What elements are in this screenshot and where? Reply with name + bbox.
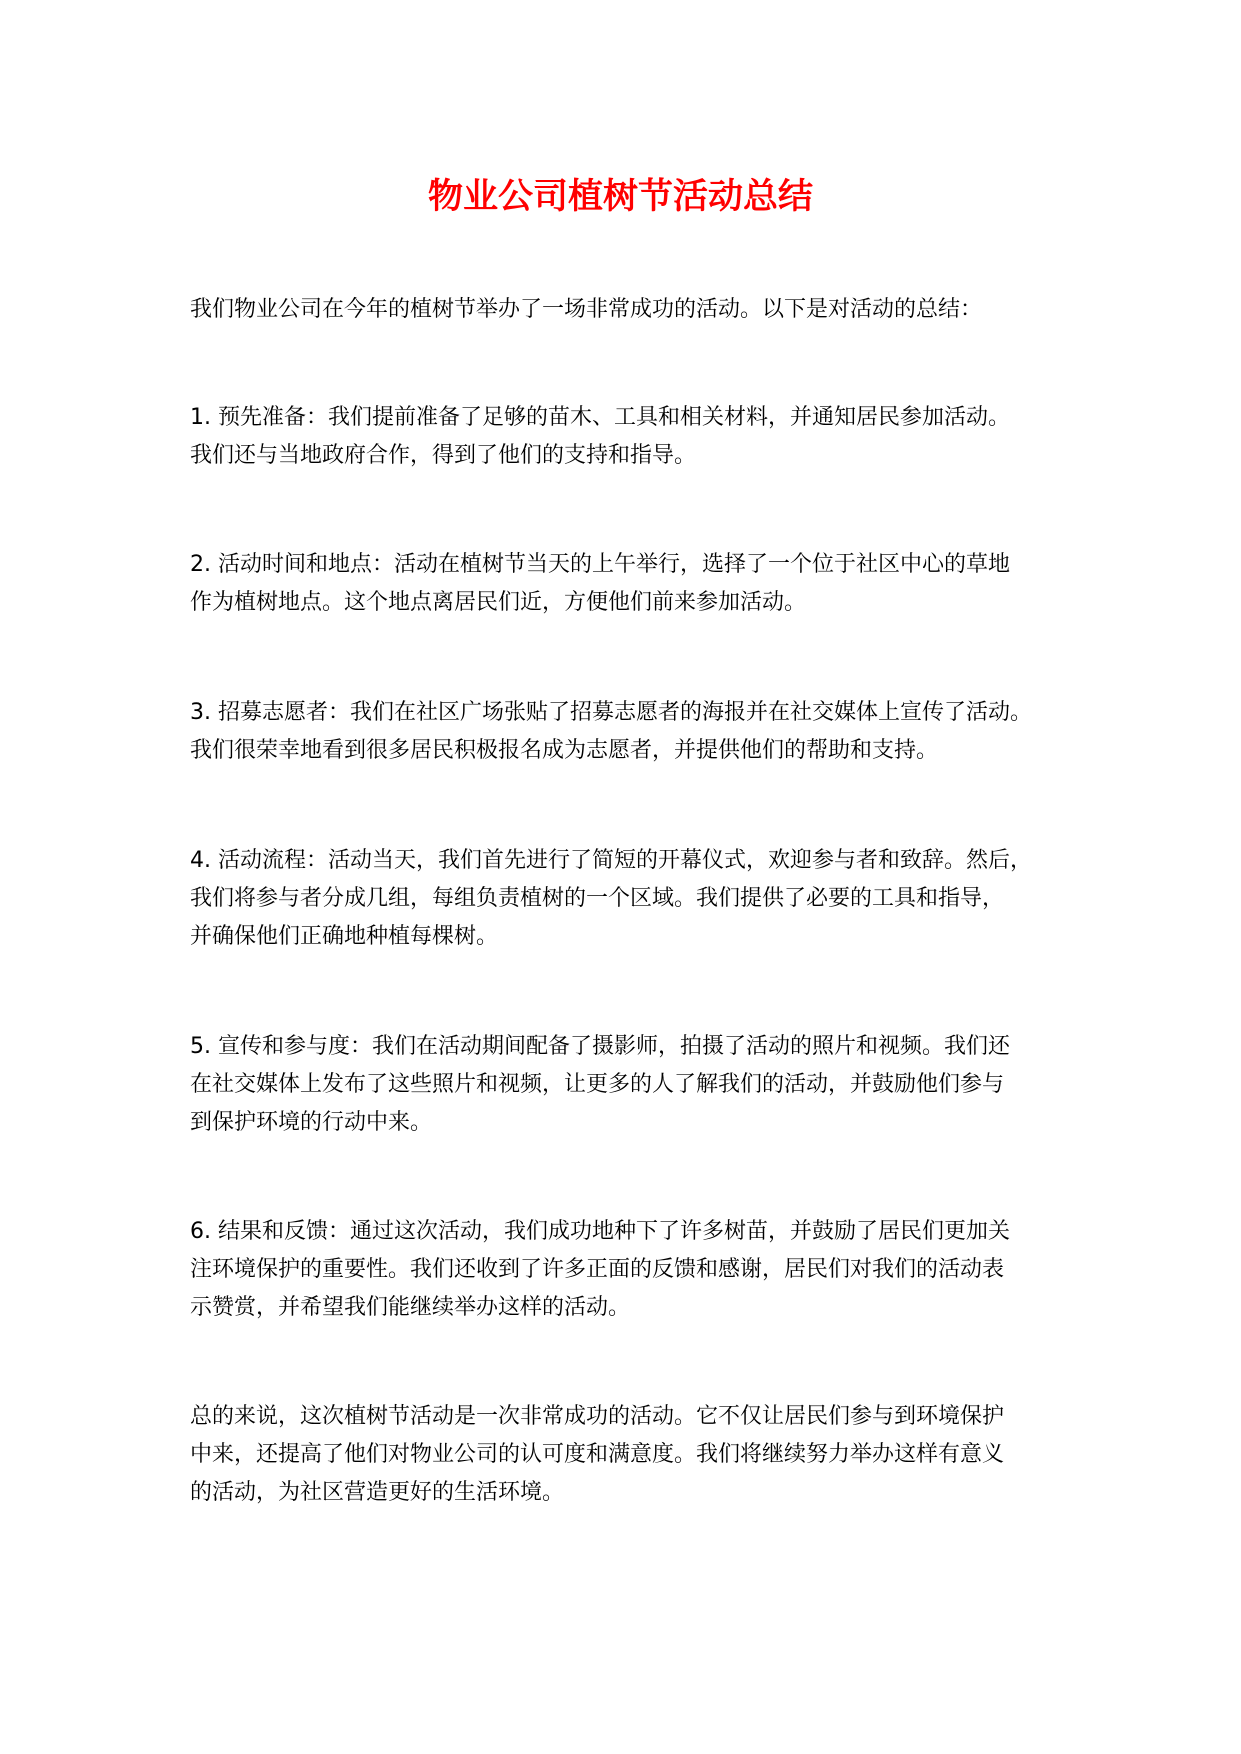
paragraph-line: 到保护环境的行动中来。: [190, 1110, 433, 1135]
paragraph-line: 4. 活动流程：活动当天，我们首先进行了简短的开幕仪式，欢迎参与者和致辞。然后，: [190, 848, 1032, 873]
paragraph-line: 我们将参与者分成几组，每组负责植树的一个区域。我们提供了必要的工具和指导，: [190, 886, 1005, 911]
section-6-paragraph: [190, 1213, 1090, 1327]
paragraph-line: 我们还与当地政府合作，得到了他们的支持和指导。: [190, 443, 697, 468]
paragraph-line: 5. 宣传和参与度：我们在活动期间配备了摄影师，拍摄了活动的照片和视频。我们还: [190, 1034, 1010, 1059]
paragraph-line: 6. 结果和反馈：通过这次活动，我们成功地种下了许多树苗，并鼓励了居民们更加关: [190, 1219, 1010, 1244]
section-2-paragraph: [190, 546, 1090, 622]
paragraph-line: 2. 活动时间和地点：活动在植树节当天的上午举行，选择了一个位于社区中心的草地: [190, 552, 1010, 577]
paragraph-line: 作为植树地点。这个地点离居民们近，方便他们前来参加活动。: [190, 590, 807, 615]
paragraph-line: 并确保他们正确地种植每棵树。: [190, 924, 499, 949]
paragraph-line: 1. 预先准备：我们提前准备了足够的苗木、工具和相关材料，并通知居民参加活动。: [190, 405, 1010, 430]
section-4-paragraph: [190, 842, 1090, 956]
paragraph-line: 在社交媒体上发布了这些照片和视频，让更多的人了解我们的活动，并鼓励他们参与: [190, 1072, 1005, 1097]
intro-paragraph: [190, 291, 1090, 329]
paragraph-line: 中来，还提高了他们对物业公司的认可度和满意度。我们将继续努力举办这样有意义: [190, 1442, 1005, 1467]
paragraph-line: 我们很荣幸地看到很多居民积极报名成为志愿者，并提供他们的帮助和支持。: [190, 738, 939, 763]
paragraph-line: 我们物业公司在今年的植树节举办了一场非常成功的活动。以下是对活动的总结：: [190, 297, 983, 322]
paragraph-line: 3. 招募志愿者：我们在社区广场张贴了招募志愿者的海报并在社交媒体上宣传了活动。: [190, 700, 1032, 725]
conclusion-paragraph: [190, 1398, 1090, 1512]
section-1-paragraph: [190, 399, 1090, 475]
document-title: 物业公司植树节活动总结: [427, 177, 813, 217]
paragraph-line: 注环境保护的重要性。我们还收到了许多正面的反馈和感谢，居民们对我们的活动表: [190, 1257, 1005, 1282]
paragraph-line: 示赞赏，并希望我们能继续举办这样的活动。: [190, 1295, 631, 1320]
section-3-paragraph: [190, 694, 1090, 770]
paragraph-line: 总的来说，这次植树节活动是一次非常成功的活动。它不仅让居民们参与到环境保护: [190, 1404, 1005, 1429]
section-5-paragraph: [190, 1028, 1090, 1142]
paragraph-line: 的活动，为社区营造更好的生活环境。: [190, 1480, 565, 1505]
